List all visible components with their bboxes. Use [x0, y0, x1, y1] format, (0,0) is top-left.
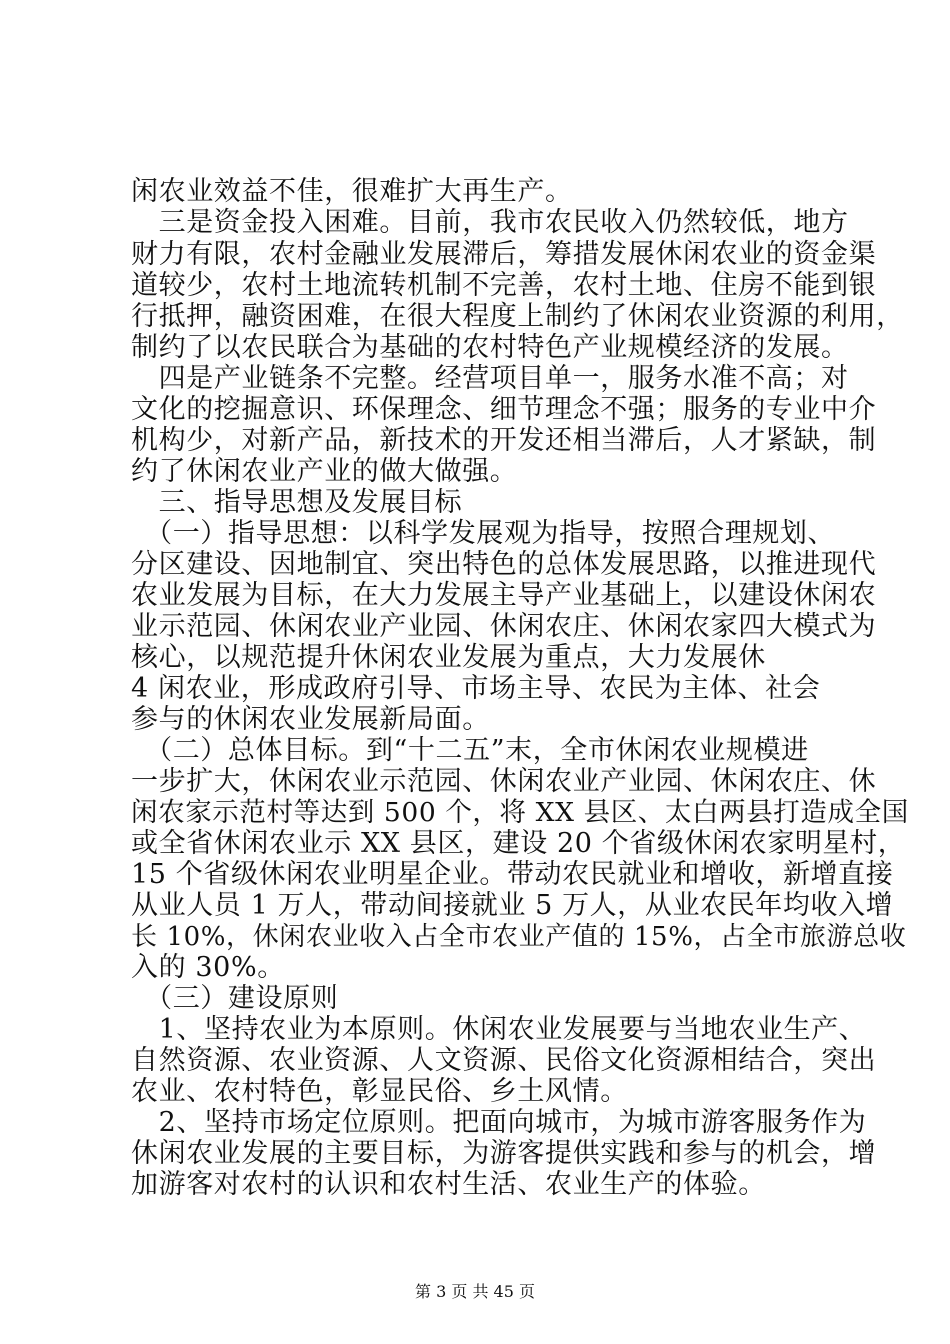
text-line: 机构少，对新产品，新技术的开发还相当滞后，人才紧缺，制 — [131, 425, 877, 456]
text-line: 2、坚持市场定位原则。把面向城市，为城市游客服务作为 — [131, 1107, 867, 1138]
text-line: 行抵押，融资困难，在很大程度上制约了休闲农业资源的利用， — [131, 301, 904, 332]
text-line: 约了休闲农业产业的做大做强。 — [131, 456, 518, 487]
text-line: 一步扩大，休闲农业示范园、休闲农业产业园、休闲农庄、休 — [131, 766, 877, 797]
text-line: （二）总体目标。到“十二五”末，全市休闲农业规模进 — [131, 735, 809, 766]
text-line: 参与的休闲农业发展新局面。 — [131, 704, 490, 735]
text-line: 四是产业链条不完整。经营项目单一，服务水准不高；对 — [131, 363, 849, 394]
text-line: 道较少，农村土地流转机制不完善，农村土地、住房不能到银 — [131, 270, 877, 301]
text-line: 加游客对农村的认识和农村生活、农业生产的体验。 — [131, 1169, 766, 1200]
text-line: 闲农业效益不佳，很难扩大再生产。 — [131, 176, 573, 207]
text-line: 4 闲农业，形成政府引导、市场主导、农民为主体、社会 — [131, 673, 821, 704]
section-heading: （三）建设原则 — [131, 983, 339, 1014]
text-line: 文化的挖掘意识、环保理念、细节理念不强；服务的专业中介 — [131, 394, 877, 425]
text-line: 农业、农村特色，彰显民俗、乡土风情。 — [131, 1076, 628, 1107]
text-line: （一）指导思想：以科学发展观为指导，按照合理规划、 — [131, 518, 836, 549]
page-number-footer: 第 3 页 共 45 页 — [415, 1282, 535, 1301]
text-line: 入的 30%。 — [131, 952, 285, 983]
text-line: 或全省休闲农业示 XX 县区，建设 20 个省级休闲农家明星村， — [131, 828, 906, 859]
text-line: 农业发展为目标，在大力发展主导产业基础上，以建设休闲农 — [131, 580, 877, 611]
text-line: 1、坚持农业为本原则。休闲农业发展要与当地农业生产、 — [131, 1014, 867, 1045]
text-line: 三是资金投入困难。目前，我市农民收入仍然较低，地方 — [131, 207, 849, 238]
text-line: 制约了以农民联合为基础的农村特色产业规模经济的发展。 — [131, 332, 849, 363]
text-line: 长 10%，休闲农业收入占全市农业产值的 15%，占全市旅游总收 — [131, 922, 907, 952]
text-line: 核心，以规范提升休闲农业发展为重点，大力发展休 — [131, 642, 766, 673]
text-line: 从业人员 1 万人，带动间接就业 5 万人，从业农民年均收入增 — [131, 890, 894, 921]
text-line: 闲农家示范村等达到 500 个，将 XX 县区、太白两县打造成全国 — [131, 797, 909, 828]
text-line: 财力有限，农村金融业发展滞后，筹措发展休闲农业的资金渠 — [131, 239, 877, 270]
text-line: 业示范园、休闲农业产业园、休闲农庄、休闲农家四大模式为 — [131, 611, 877, 642]
text-line: 自然资源、农业资源、人文资源、民俗文化资源相结合，突出 — [131, 1045, 877, 1076]
text-line: 休闲农业发展的主要目标，为游客提供实践和参与的机会，增 — [131, 1138, 877, 1169]
section-heading: 三、指导思想及发展目标 — [131, 487, 463, 518]
text-line: 分区建设、因地制宜、突出特色的总体发展思路，以推进现代 — [131, 549, 877, 580]
text-line: 15 个省级休闲农业明星企业。带动农民就业和增收，新增直接 — [131, 859, 894, 890]
